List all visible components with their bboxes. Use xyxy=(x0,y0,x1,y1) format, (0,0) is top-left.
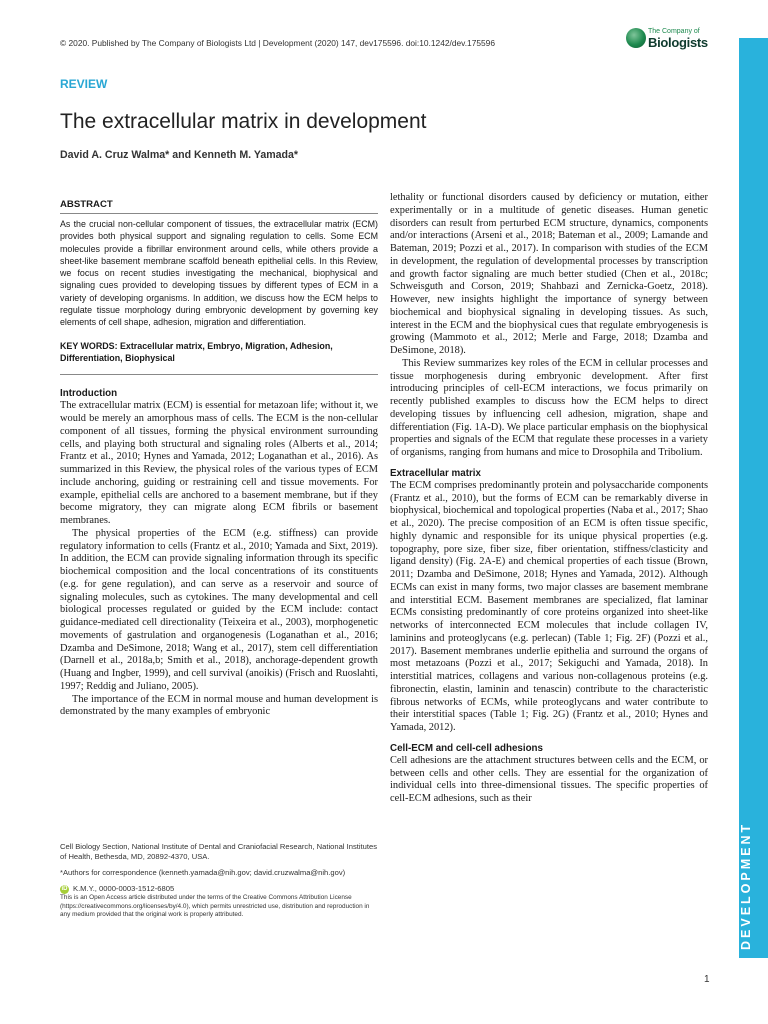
left-column xyxy=(60,199,378,719)
intro-paragraph-3: The importance of the ECM in normal mouse and human development is demonstrated by the many examples of embryonic xyxy=(60,693,378,718)
license-text: This is an Open Access article distributed under the terms of the Creative Commons Attribution License (https://creativecommons.org/licenses/by/4.0), which permits unrestricted use, distribution and reproduction in any medium provided that the original work is properly attributed. xyxy=(60,894,370,919)
abstract-text: As the crucial non-cellular component of tissues, the extracellular matrix (ECM) provides both physical support and signaling regulation to cells. Some ECM molecules provide a fibrillar environment around cells, while others provide a sheet-like basement membrane scaffold beneath epithelial cells. In this Review, we focus on recent studies investigating the mechanical, biophysical and signaling cues provided to developing tissues by different types of ECM in a variety of developing organisms. In addition, we discuss how the ECM helps to regulate tissue morphology during embryonic development by governing key elements of cell shape, adhesion, migration and differentiation. xyxy=(60,219,378,328)
logo-main-text: Biologists xyxy=(648,35,708,50)
ecm-paragraph: The ECM comprises predominantly protein and polysaccharide components (Frantz et al., 2010), but the forms of ECM can be remarkably diverse in biophysical, biochemical and topological properties (Naba et al., 2017; Shao et al., 2020). The precise composition of an ECM is often tissue specific, highly dynamic and responsible for its unique physical properties (e.g. topography, pore size, fiber size, fiber orientation, stiffness/clasticity and ligand density) (Fig. 2A-E) and chemical properties of each tissue (Brown, 2011; Dzamba and DeSimone, 2018; Hynes and Yamada, 2012). Although ECMs can exist in many forms, two major classes are basement membrane and interstitial ECM. Basement membranes are specialized, flat laminar ECMs consisting predominantly of core proteins organized into sheet-like networks of interconnected ECM molecules that include collagen IV, laminins and proteoglycans (e.g. perlecan) (Table 1; Fig. 2F) (Pozzi et al., 2017). Basement membranes underlie epithelia and surround the organs of most metazoans (Pozzi et al., 2017; Sekiguchi and Yamada, 2018). In interstitial matrices, collagens and various non-collagenous proteins (e.g. fibronectin, elastin, laminin and tenascin) contribute to the characteristic fibrous networks of ECMs, while proteoglycans and water contribute to their interstitial spaces (Table 1; Fig. 2G) (Frantz et al., 2010; Hynes and Yamada, 2012). xyxy=(390,479,708,733)
right-paragraph-1: lethality or functional disorders caused by deficiency or mutation, either experimentally or in a multitude of genetic diseases. Human genetic disorders can result from perturbed ECM structure, dynamics, components and/or interactions (Arseni et al., 2018; Bateman et al., 2009; Lamande and Bateman, 2019; Pozzi et al., 2017). In comparison with studies of the ECM in development, the regulation of developmental processes by transcription and growth factor signaling are much better studied (Chen et al., 2018c; Schweisguth and Corson, 2019; Shahbazi and Zernicka-Goetz, 2018). However, new insights highlight the importance of synergy between biochemical and biophysical signaling in developing tissues. As such, interest in the ECM and the biophysical cues that regulate embryogenesis is growing (Mammoto et al., 2012; Merle and Farge, 2018; Dzamba and DeSimone, 2018). xyxy=(390,192,708,356)
intro-paragraph-2: The physical properties of the ECM (e.g. stiffness) can provide regulatory information to cells (Frantz et al., 2010; Yamada and Sixt, 2019). In addition, the ECM can provide signaling information through its specific biochemical composition and the local concentrations of its constituents (e.g. for gene regulation), and can serve as a reservoir and source of signaling molecules, such as cytokines. The many developmental and cell biological processes regulated or guided by the ECM include: contact guidance-mediated cell directionality (Teixeira et al., 2003), morphogenetic movements of gastrulation and organogenesis (Loganathan et al., 2016; Dzamba and DeSimone, 2018; Wang et al., 2017), stem cell differentiation (Darnell et al., 2018a,b; Smith et al., 2018), anchorage-dependent growth (Huang and Ingber, 1999), and cell survival (anoikis) (Frisch and Ruoslahti, 1997; Reddig and Juliano, 2005). xyxy=(60,527,378,692)
journal-side-bar xyxy=(739,38,768,958)
orcid-id[interactable]: K.M.Y., 0000-0003-1512-6805 xyxy=(73,884,175,893)
globe-logo-icon xyxy=(626,28,646,48)
abstract-heading: ABSTRACT xyxy=(60,199,378,214)
intro-paragraph-1: The extracellular matrix (ECM) is essential for metazoan life; without it, we would be merely an amorphous mass of cells. The ECM is the non-cellular component of all tissues, forming the physical environment surrounding cells, and playing both structural and signaling roles (Alberts et al., 2014; Frantz et al., 2010; Hynes and Yamada, 2012; Loganathan et al., 2016). As summarized in this Review, the physical roles of the various types of ECM include anchoring, guiding or restraining cell and tissue movements. For example, epithelial cells are anchored to a basement membrane, but if they become migratory, they can migrate along ECM fibrils or basement membranes. xyxy=(60,400,378,527)
publisher-logo[interactable] xyxy=(624,26,720,54)
keywords: KEY WORDS: Extracellular matrix, Embryo, Migration, Adhesion, Differentiation, Biophysical xyxy=(60,340,378,376)
affiliation: Cell Biology Section, National Institute of Dental and Craniofacial Research, National Institutes of Health, Bethesda, MD, 20892-4370, USA. xyxy=(60,842,377,861)
article-type: REVIEW xyxy=(60,77,108,91)
journal-side-label xyxy=(739,921,753,950)
right-column xyxy=(390,192,708,806)
ecm-heading: Extracellular matrix xyxy=(390,467,481,479)
correspondence[interactable]: *Authors for correspondence (kenneth.yamada@nih.gov; david.cruzwalma@nih.gov) xyxy=(60,868,346,877)
page-number: 1 xyxy=(704,974,710,985)
adhesion-heading: Cell-ECM and cell-cell adhesions xyxy=(390,742,543,754)
article-authors: David A. Cruz Walma* and Kenneth M. Yamada* xyxy=(60,149,299,161)
logo-small-text: The Company of xyxy=(648,28,700,35)
orcid-icon: iD xyxy=(61,885,68,892)
footnotes xyxy=(60,842,378,926)
intro-heading: Introduction xyxy=(60,388,118,400)
right-paragraph-2: This Review summarizes key roles of the ECM in cellular processes and tissue morphogenesis during embryonic development. After first introducing principles of cell-ECM interactions, we focus primarily on recently published examples to discuss how the ECM helps to direct developing tissues by influencing cell adhesion, migration, shape and differentiation (Fig. 1A-D). We place particular emphasis on the biophysical properties and signals of the ECM that regulate these processes in a variety of organisms, ranging from humans and mice to Drosophila and Tribolium. xyxy=(390,357,708,458)
adhesion-paragraph: Cell adhesions are the attachment structures between cells and the ECM, or between cells and other cells. They are essential for the organization of individual cells into three-dimensional tissues. The specific properties of cell-ECM adhesions, such as their xyxy=(390,754,708,804)
journal-citation: © 2020. Published by The Company of Biologists Ltd | Development (2020) 147, dev175596. doi:10.1242/dev.175596 xyxy=(60,38,495,48)
article-title: The extracellular matrix in development xyxy=(60,110,427,133)
orcid-row[interactable] xyxy=(60,884,378,894)
